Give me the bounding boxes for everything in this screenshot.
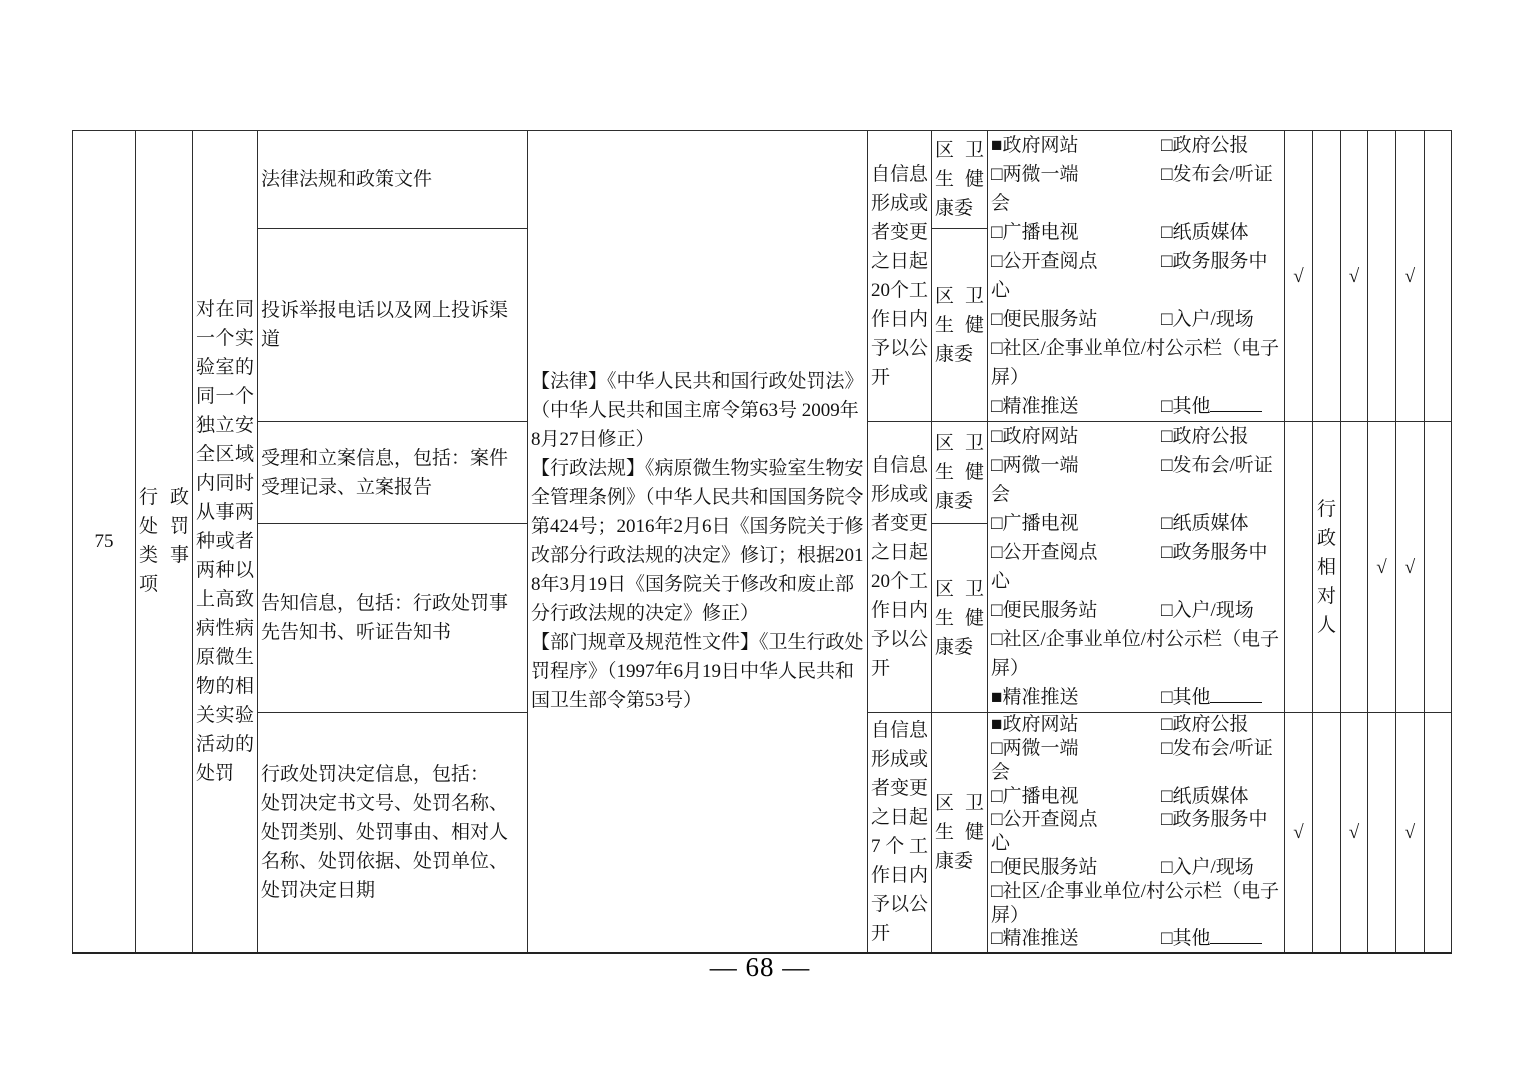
legal-basis-paragraph: 【法律】《中华人民共和国行政处罚法》（中华人民共和国主席令第63号 2009年8月27日修正） [531,371,864,451]
channel-option: □两微一端 [991,738,1079,760]
channel-option: ■政府网站 [991,714,1079,736]
channel-option: □政府公报 [1161,714,1249,736]
check-mark-cell [1425,131,1452,422]
channel-option-other: □其他 [1161,687,1211,708]
page-number: — 68 — [709,952,811,982]
channel-option: □便民服务站 [991,600,1098,621]
legal-basis-paragraph: 【行政法规】《病原微生物实验室生物安全管理条例》（中华人民共和国国务院令第424号；2016年2月6日《国务院关于修改部分行政法规的决定》修订；根据2018年3月19日《国务院关于修改和废止部分行政法规的决定》修正） [531,458,864,625]
timing-cell: 自信息形成或者变更之日起20个工作日内予以公开 [868,422,932,713]
channel-option: □精准推送 [991,396,1079,417]
channel-line [991,654,1281,683]
channel-option: □公开查阅点 [991,542,1098,563]
channel-line [991,305,1281,334]
legal-basis-cell [528,131,868,953]
channel-option: □政务服务中 [1161,542,1268,563]
channel-option: □社区/企事业单位/村公示栏（电子 [991,338,1280,359]
channel-line [991,808,1281,832]
responsible-cell: 区卫生健康委 [932,524,988,713]
check-mark-cell [1285,422,1313,713]
other-blank-line [1210,927,1262,944]
sub-item-line: 行政处罚决定信息，包括： [261,763,490,785]
channel-line [991,276,1281,305]
channel-line [991,509,1281,538]
check-mark-cell [1313,131,1341,422]
channel-option: □广播电视 [991,785,1079,807]
disclosure-subject-cell: 行政相对人 [1313,422,1341,713]
category-cell: 行政处罚类事项 [136,131,193,953]
sub-item-cell: 告知信息，包括：行政处罚事先告知书、听证告知书 [258,524,528,713]
sub-item-cell: 投诉举报电话以及网上投诉渠道 [258,229,528,422]
channel-option [1161,683,1281,712]
other-blank-line [1210,395,1262,412]
channel-line [991,567,1281,596]
channel-option: ■政府网站 [991,135,1079,156]
check-mark-cell [1368,131,1396,422]
channel-option: □政府网站 [991,426,1079,447]
channel-option: □公开查阅点 [991,809,1098,831]
channel-option-wrap: 会 [991,761,1011,783]
check-mark-cell: √ [1368,422,1396,713]
sub-item-cell [258,713,528,953]
channels-cell [988,422,1285,713]
channel-option: □发布会/听证 [1161,738,1273,760]
channel-line [991,160,1281,189]
channel-line [991,927,1281,951]
channel-option-other: □其他 [1161,928,1211,950]
channel-line [991,856,1281,880]
channel-option: □纸质媒体 [1161,513,1249,534]
channel-option: □便民服务站 [991,309,1098,330]
check-mark-cell: √ [1341,713,1368,953]
check-mark-cell: √ [1285,131,1313,422]
channels-cell [988,713,1285,953]
channel-option: □入户/现场 [1161,600,1254,621]
channel-option-wrap: 心 [991,571,1011,592]
channel-line [991,363,1281,392]
channel-line [991,737,1281,761]
check-mark-cell [1368,713,1396,953]
channel-option: ■精准推送 [991,687,1079,708]
item-description-cell: 对在同一个实验室的同一个独立安全区域内同时从事两种或者两种以上高致病性病原微生物的相关实验活动的处罚 [193,131,258,953]
check-mark-cell: √ [1396,422,1425,713]
channel-option [1161,927,1281,951]
channel-option: □政务服务中 [1161,251,1268,272]
channel-line [991,785,1281,809]
check-mark-cell [1425,422,1452,713]
channels-cell [988,131,1285,422]
channel-line [991,538,1281,567]
legal-basis-paragraph: 【部门规章及规范性文件】《卫生行政处罚程序》（1997年6月19日中华人民共和国卫生部令第53号） [531,632,864,712]
responsible-cell: 区卫生健康委 [932,713,988,953]
channel-option-wrap: 会 [991,193,1011,214]
check-mark-cell: √ [1396,713,1425,953]
channel-option-wrap: 会 [991,484,1011,505]
disclosure-table [72,130,1452,954]
channel-line [991,880,1281,904]
channel-line [991,480,1281,509]
channel-line [991,832,1281,856]
channel-option: □发布会/听证 [1161,164,1273,185]
channel-line [991,218,1281,247]
check-mark-cell: √ [1285,713,1313,953]
responsible-cell: 区卫生健康委 [932,131,988,229]
channel-line [991,247,1281,276]
channel-line [991,131,1281,160]
responsible-cell: 区卫生健康委 [932,422,988,524]
channel-option: □政府公报 [1161,135,1249,156]
channel-option: □发布会/听证 [1161,455,1273,476]
channel-option: □广播电视 [991,222,1079,243]
channel-option: □入户/现场 [1161,857,1254,879]
channel-option: □两微一端 [991,455,1079,476]
channel-option: □社区/企事业单位/村公示栏（电子 [991,880,1280,902]
channel-option: □政府公报 [1161,426,1249,447]
channel-option: □社区/企事业单位/村公示栏（电子 [991,629,1280,650]
channel-line [991,625,1281,654]
channel-option [1161,392,1281,421]
channel-option-wrap: 屏） [991,658,1030,679]
channel-line [991,904,1281,928]
channel-option-wrap: 屏） [991,367,1030,388]
check-mark-cell: √ [1396,131,1425,422]
row-id-cell: 75 [73,131,136,953]
channel-line [991,189,1281,218]
channel-line [991,334,1281,363]
sub-item-cell: 受理和立案信息，包括：案件受理记录、立案报告 [258,422,528,524]
channel-option: □公开查阅点 [991,251,1098,272]
channel-option-other: □其他 [1161,396,1211,417]
channel-line [991,392,1281,421]
channel-option: □精准推送 [991,928,1079,950]
responsible-cell: 区卫生健康委 [932,229,988,422]
check-mark-cell [1341,422,1368,713]
channel-line [991,451,1281,480]
other-blank-line [1210,686,1262,703]
channel-option-wrap: 屏） [991,904,1030,926]
channel-line [991,422,1281,451]
channel-option-wrap: 心 [991,280,1011,301]
channel-option: □纸质媒体 [1161,222,1249,243]
channel-line [991,761,1281,785]
channel-option-wrap: 心 [991,833,1011,855]
sub-item-cell: 法律法规和政策文件 [258,131,528,229]
channel-line [991,683,1281,712]
sub-item-line: 处罚决定书文号、处罚名称、处罚类别、处罚事由、相对人名称、处罚依据、处罚单位、处罚决定日期 [261,792,509,901]
channel-option: □两微一端 [991,164,1079,185]
channel-line [991,713,1281,737]
channel-option: □入户/现场 [1161,309,1254,330]
check-mark-cell [1425,713,1452,953]
channel-option: □政务服务中 [1161,809,1268,831]
channel-option: □纸质媒体 [1161,785,1249,807]
check-mark-cell: √ [1341,131,1368,422]
channel-line [991,596,1281,625]
channel-option: □便民服务站 [991,857,1098,879]
check-mark-cell [1313,713,1341,953]
channel-option: □广播电视 [991,513,1079,534]
timing-cell: 自信息形成或者变更之日起20个工作日内予以公开 [868,131,932,422]
timing-cell: 自信息形成或者变更之日起7个工作日内予以公开 [868,713,932,953]
